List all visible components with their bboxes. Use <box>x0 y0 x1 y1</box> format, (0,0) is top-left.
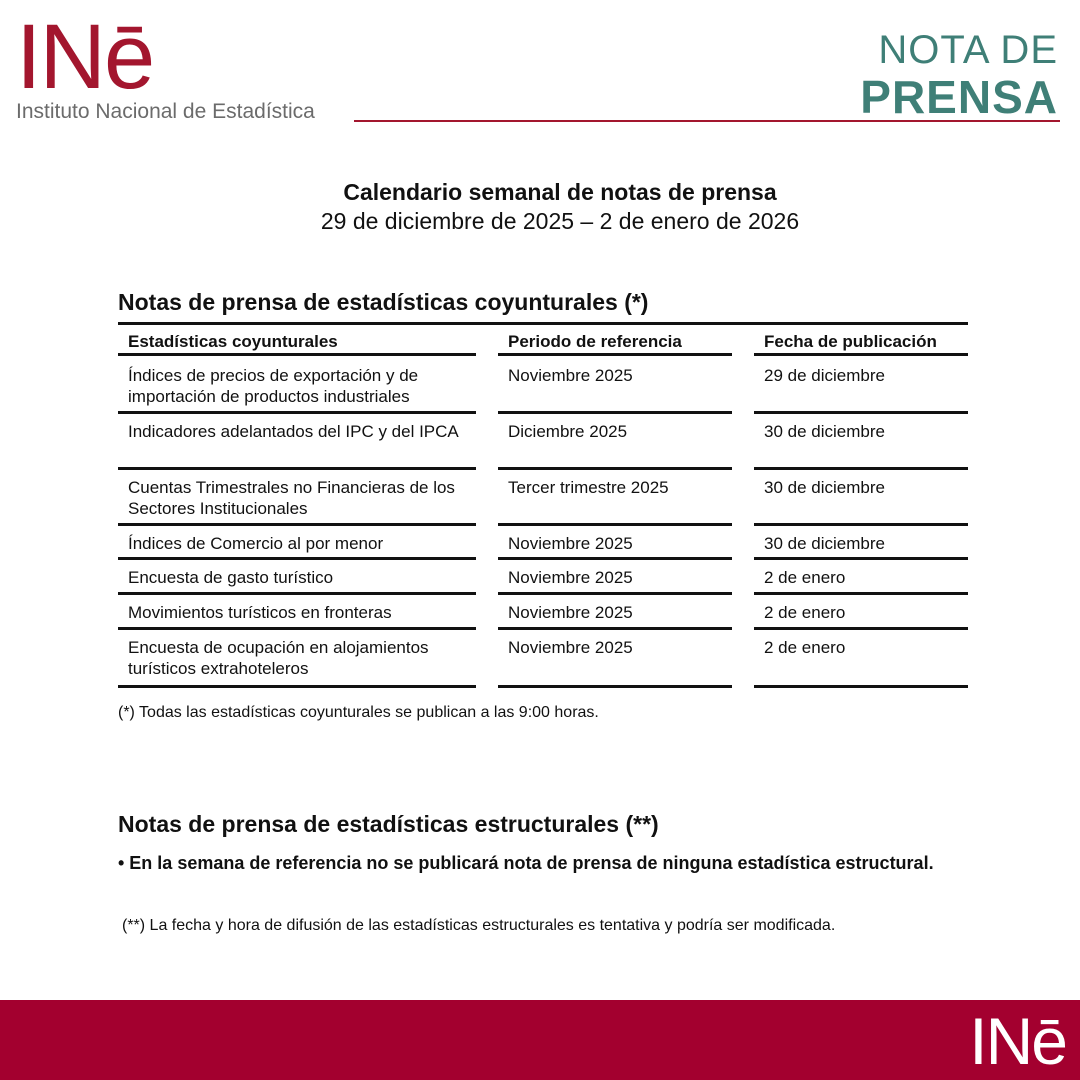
stat-name-cell: Encuesta de ocupación en alojamientos turísticos extrahoteleros <box>128 638 429 678</box>
column-header-periodo: Periodo de referencia <box>508 332 682 351</box>
reference-period-cell: Diciembre 2025 <box>508 422 628 441</box>
ine-logo-text: INē <box>16 6 154 108</box>
header-bottom-border <box>498 353 732 356</box>
row-divider <box>754 411 968 414</box>
publication-date-cell: 2 de enero <box>764 603 846 622</box>
row-divider <box>118 685 476 688</box>
row-divider <box>754 557 968 560</box>
header-bottom-border <box>118 353 476 356</box>
estructurales-footnote: (**) La fecha y hora de difusión de las estadísticas estructurales es tentativa y podría ser modificada. <box>122 917 836 934</box>
reference-period-cell: Noviembre 2025 <box>508 603 633 622</box>
row-divider <box>498 592 732 595</box>
row-divider <box>118 411 476 414</box>
stat-name-cell: Indicadores adelantados del IPC y del IPCA <box>128 422 459 441</box>
row-divider <box>498 467 732 470</box>
coyunturales-section-title: Notas de prensa de estadísticas coyunturales (*) <box>118 289 649 315</box>
footer-band <box>0 1000 1080 1080</box>
press-label-line1: NOTA DE <box>878 28 1058 72</box>
reference-period-cell: Noviembre 2025 <box>508 638 633 657</box>
table-top-border <box>118 322 968 325</box>
ine-logo-mark <box>16 6 356 108</box>
publication-date-cell: 29 de diciembre <box>764 366 885 385</box>
column-header-estadisticas: Estadísticas coyunturales <box>128 332 338 351</box>
reference-period-cell: Noviembre 2025 <box>508 568 633 587</box>
footer-ine-logo: INē <box>969 1004 1066 1078</box>
calendar-title: Calendario semanal de notas de prensa <box>343 179 777 205</box>
publication-date-cell: 30 de diciembre <box>764 478 885 497</box>
row-divider <box>118 467 476 470</box>
row-divider <box>118 523 476 526</box>
row-divider <box>754 467 968 470</box>
stat-name-cell: Cuentas Trimestrales no Financieras de los Sectores Institucionales <box>128 478 455 518</box>
reference-period-cell: Noviembre 2025 <box>508 534 633 553</box>
reference-period-cell: Tercer trimestre 2025 <box>508 478 669 497</box>
row-divider <box>754 523 968 526</box>
reference-period-cell: Noviembre 2025 <box>508 366 633 385</box>
column-header-fecha: Fecha de publicación <box>764 332 937 351</box>
stat-name-cell: Índices de Comercio al por menor <box>128 534 384 553</box>
publication-date-cell: 30 de diciembre <box>764 534 885 553</box>
row-divider <box>498 557 732 560</box>
row-divider <box>754 592 968 595</box>
row-divider <box>754 627 968 630</box>
publication-date-cell: 2 de enero <box>764 638 846 657</box>
stat-name-cell: Encuesta de gasto turístico <box>128 568 334 587</box>
row-divider <box>754 685 968 688</box>
header-bottom-border <box>754 353 968 356</box>
row-divider <box>118 557 476 560</box>
estructurales-bullet: • En la semana de referencia no se publicará nota de prensa de ninguna estadística estructural. <box>118 853 934 873</box>
ine-logo-subtitle: Instituto Nacional de Estadística <box>16 100 315 123</box>
row-divider <box>498 411 732 414</box>
stat-name-cell: Movimientos turísticos en fronteras <box>128 603 392 622</box>
publication-date-cell: 2 de enero <box>764 568 846 587</box>
coyunturales-footnote: (*) Todas las estadísticas coyunturales se publican a las 9:00 horas. <box>118 704 599 721</box>
row-divider <box>498 627 732 630</box>
estructurales-section-title: Notas de prensa de estadísticas estructurales (**) <box>118 811 659 837</box>
ine-logo <box>16 6 356 124</box>
stat-name-cell: Índices de precios de exportación y de importación de productos industriales <box>128 366 419 406</box>
publication-date-cell: 30 de diciembre <box>764 422 885 441</box>
row-divider <box>118 627 476 630</box>
row-divider <box>498 685 732 688</box>
row-divider <box>498 523 732 526</box>
calendar-dates: 29 de diciembre de 2025 – 2 de enero de 2026 <box>320 208 800 234</box>
row-divider <box>118 592 476 595</box>
press-release-label <box>860 28 1058 122</box>
press-label-line2: PRENSA <box>860 71 1058 123</box>
